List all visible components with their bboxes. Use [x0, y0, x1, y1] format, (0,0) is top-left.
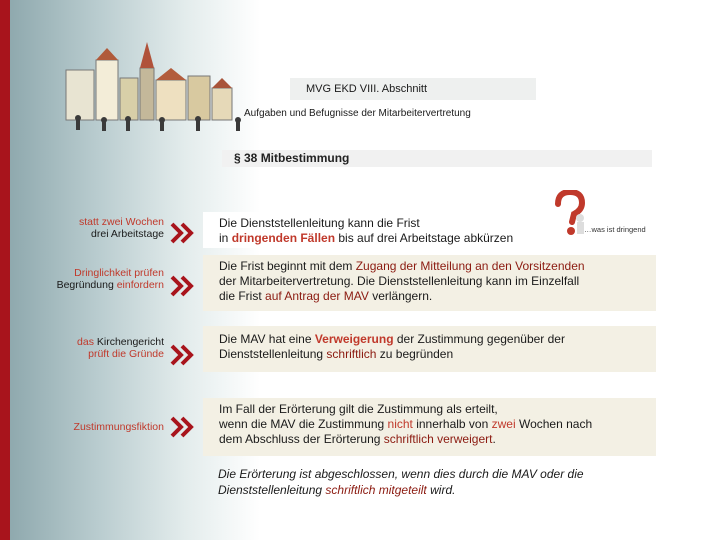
row-2-text: Die Frist beginnt mit dem Zugang der Mitteilung an den Vorsitzenden der Mitarbeitervertretung. Die Dienststellenleitung kann im Einzelfall die Frist auf Antrag der MAV verlängern. [203, 255, 656, 311]
section-heading: § 38 Mitbestimmung [222, 150, 652, 167]
row-4-left-label: Zustimmungsfiktion [73, 421, 164, 433]
double-chevron-icon [170, 275, 196, 297]
document-subtitle: Aufgaben und Befugnisse der Mitarbeitervertretung [244, 108, 471, 119]
double-chevron-icon [170, 344, 196, 366]
row-2-left-label: Dringlichkeit prüfen Begründung einfordern [56, 267, 164, 291]
closing-note: Die Erörterung ist abgeschlossen, wenn dies durch die MAV oder die Dienststellenleitung schriftlich mitgeteilt wird. [218, 467, 584, 497]
double-chevron-icon [170, 222, 196, 244]
row-4-text: Im Fall der Erörterung gilt die Zustimmung als erteilt, wenn die MAV die Zustimmung nicht innerhalb von zwei Wochen nach dem Abschluss der Erörterung schriftlich verweigert. [203, 398, 656, 456]
left-red-band [0, 0, 10, 540]
row-3-left-label: das Kirchengericht prüft die Gründe [77, 336, 164, 360]
town-illustration [58, 40, 268, 132]
document-title: MVG EKD VIII. Abschnitt [290, 78, 536, 100]
annotation-was-ist-dringend: …was ist dringend [584, 225, 646, 234]
row-1-left-label: statt zwei Wochen drei Arbeitstage [78, 216, 164, 240]
double-chevron-icon [170, 416, 196, 438]
row-1-text: Die Dienststellenleitung kann die Frist in dringenden Fällen bis auf drei Arbeitstage abkürzen [203, 212, 538, 248]
row-3-text: Die MAV hat eine Verweigerung der Zustimmung gegenüber der Dienststellenleitung schriftlich zu begründen [203, 326, 656, 372]
